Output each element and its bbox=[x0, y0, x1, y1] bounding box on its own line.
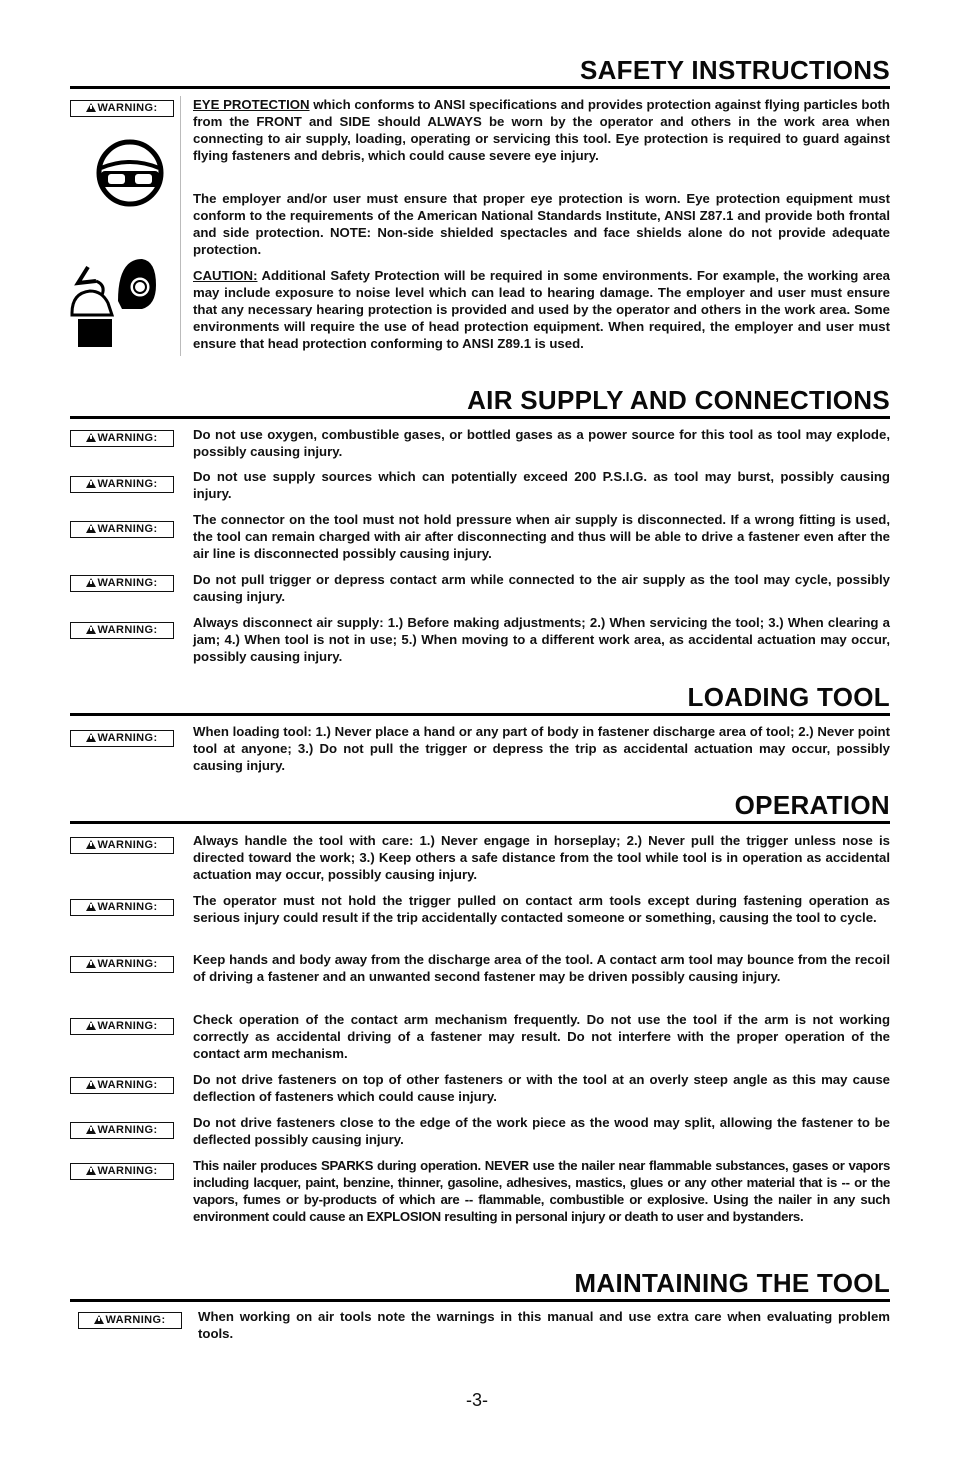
caution-text: CAUTION: Additional Safety Protection will be required in some environments. For example, the working area may include exposure to noise level which can lead to hearing damage. The employer and user must ensure that any necessary hearing protection is provided and used by the operator and others in the work area. Some environments will require the use of head protection equipment. When required, the employer and user must ensure that head protection conforming to ANSI Z89.1 is used. bbox=[193, 268, 890, 351]
section-title: LOADING TOOL bbox=[687, 682, 890, 712]
warning-text: The operator must not hold the trigger pulled on contact arm tools except during fastening operation as serious injury could result if the trip accidentally contacted someone or something, causing the tool to cycle. bbox=[193, 893, 890, 925]
warning-text: Always disconnect air supply: 1.) Before making adjustments; 2.) When servicing the tool; 3.) When clearing a jam; 4.) When tool is not in use; 5.) When moving to a different work area, as accidental actuation may occur, possibly causing injury. bbox=[193, 615, 890, 664]
warning-badge: WARNING: bbox=[70, 476, 174, 493]
warning-badge: WARNING: bbox=[70, 575, 174, 592]
section-title: OPERATION bbox=[734, 790, 890, 820]
warning-text: This nailer produces SPARKS during operation. NEVER use the nailer near flammable substances, gases or vapors including lacquer, paint, benzine, thinner, gasoline, adhesives, mastics, glues or any other material that is -- or the vapors, fumes or by-products of which are -- flammable, combustible or explosive. Using the nailer in any such environment could cause an EXPLOSION resulting in personal injury or death to user and bystanders. bbox=[193, 1158, 890, 1224]
warning-triangle-icon bbox=[86, 578, 96, 587]
section-header-operation bbox=[70, 791, 890, 824]
warning-triangle-icon bbox=[86, 625, 96, 634]
warning-badge: WARNING: bbox=[70, 430, 174, 447]
warning-text: The connector on the tool must not hold pressure when air supply is disconnected. If a wrong fitting is used, the tool can remain charged with air after disconnecting and thus will be able to drive a fastener even after the air line is disconnected possibly causing injury. bbox=[193, 512, 890, 561]
warning-text: Do not drive fasteners close to the edge of the work piece as the wood may split, allowing the fastener to be deflected possibly causing injury. bbox=[193, 1115, 890, 1147]
section-header-loading bbox=[70, 683, 890, 716]
section-title: SAFETY INSTRUCTIONS bbox=[579, 55, 890, 85]
warning-badge: WARNING: bbox=[78, 1312, 182, 1329]
eye-protection-text: EYE PROTECTION which conforms to ANSI specifications and provides protection against flying particles both from the FRONT and SIDE should ALWAYS be worn by the operator and others in the work area when connecting to air supply, loading, operating or servicing this tool. Eye protection is required to guard against flying fasteners and debris, which could cause severe eye injury. bbox=[193, 97, 890, 163]
warning-triangle-icon bbox=[86, 524, 96, 533]
warning-triangle-icon bbox=[86, 479, 96, 488]
warning-text: When loading tool: 1.) Never place a hand or any part of body in fastener discharge area of tool; 2.) Never point tool at anyone; 3.) Do not pull the trigger or depress the trip as accidental actuation may occur, possibly causing injury. bbox=[193, 724, 890, 773]
warning-triangle-icon bbox=[86, 103, 96, 112]
warning-triangle-icon bbox=[86, 1125, 96, 1134]
hearing-head-protection-icon bbox=[62, 255, 158, 351]
warning-triangle-icon bbox=[94, 1315, 104, 1324]
warning-badge: WARNING: bbox=[70, 837, 174, 854]
warning-triangle-icon bbox=[86, 433, 96, 442]
warning-triangle-icon bbox=[86, 1166, 96, 1175]
warning-badge: WARNING: bbox=[70, 1018, 174, 1035]
section-title: MAINTAINING THE TOOL bbox=[574, 1268, 890, 1298]
safety-goggles-icon bbox=[95, 138, 165, 208]
icon-divider bbox=[180, 96, 181, 356]
warning-triangle-icon bbox=[86, 840, 96, 849]
section-rule bbox=[70, 86, 890, 89]
section-rule bbox=[70, 713, 890, 716]
warning-triangle-icon bbox=[86, 902, 96, 911]
warning-text: Check operation of the contact arm mechanism frequently. Do not use the tool if the arm is not working correctly as accidental driving of a fastener may result. Do not interfere with the proper operation of the contact arm mechanism. bbox=[193, 1012, 890, 1061]
caution-label: CAUTION: bbox=[193, 268, 258, 283]
section-rule bbox=[70, 821, 890, 824]
section-rule bbox=[70, 416, 890, 419]
warning-text: Do not use oxygen, combustible gases, or bottled gases as a power source for this tool as tool may explode, possibly causing injury. bbox=[193, 427, 890, 459]
section-header-maintaining bbox=[70, 1269, 890, 1302]
warning-badge: WARNING: bbox=[70, 1163, 174, 1180]
section-rule bbox=[70, 1299, 890, 1302]
warning-triangle-icon bbox=[86, 1080, 96, 1089]
warning-badge: WARNING: bbox=[70, 622, 174, 639]
warning-triangle-icon bbox=[86, 733, 96, 742]
warning-text: When working on air tools note the warnings in this manual and use extra care when evaluating problem tools. bbox=[198, 1309, 890, 1341]
warning-badge: WARNING: bbox=[70, 899, 174, 916]
warning-badge: WARNING: bbox=[70, 1122, 174, 1139]
warning-text: Always handle the tool with care: 1.) Never engage in horseplay; 2.) Never pull the trigger unless nose is directed toward the work; 3.) Keep others a safe distance from the tool while tool is in operation as accidental actuation may occur, possibly causing injury. bbox=[193, 833, 890, 882]
employer-text: The employer and/or user must ensure that proper eye protection is worn. Eye protection equipment must conform to the requirements of the American National Standards Institute, ANSI Z87.1 and provide both frontal and side protection. NOTE: Non-side shielded spectacles and face shields alone do not provide adequate protection. bbox=[193, 191, 890, 257]
section-header-air bbox=[70, 386, 890, 419]
warning-text: Do not use supply sources which can potentially exceed 200 P.S.I.G. as tool may burst, possibly causing injury. bbox=[193, 469, 890, 501]
warning-triangle-icon bbox=[86, 959, 96, 968]
warning-text: Do not drive fasteners on top of other fasteners or with the tool at an overly steep angle as this may cause deflection of fasteners which could cause injury. bbox=[193, 1072, 890, 1104]
warning-text: Do not pull trigger or depress contact arm while connected to the air supply as the tool may cycle, possibly causing injury. bbox=[193, 572, 890, 604]
warning-triangle-icon bbox=[86, 1021, 96, 1030]
warning-badge: WARNING: bbox=[70, 100, 174, 117]
warning-text: Keep hands and body away from the discharge area of the tool. A contact arm tool may bounce from the recoil of driving a fastener and an unwanted second fastener may be driven possibly causing injury. bbox=[193, 952, 890, 984]
warning-badge: WARNING: bbox=[70, 956, 174, 973]
eye-protection-label: EYE PROTECTION bbox=[193, 97, 310, 112]
section-title: AIR SUPPLY AND CONNECTIONS bbox=[467, 385, 890, 415]
warning-badge: WARNING: bbox=[70, 730, 174, 747]
warning-badge: WARNING: bbox=[70, 521, 174, 538]
warning-badge: WARNING: bbox=[70, 1077, 174, 1094]
section-header-safety bbox=[70, 56, 890, 89]
page-number: -3- bbox=[466, 1390, 488, 1410]
